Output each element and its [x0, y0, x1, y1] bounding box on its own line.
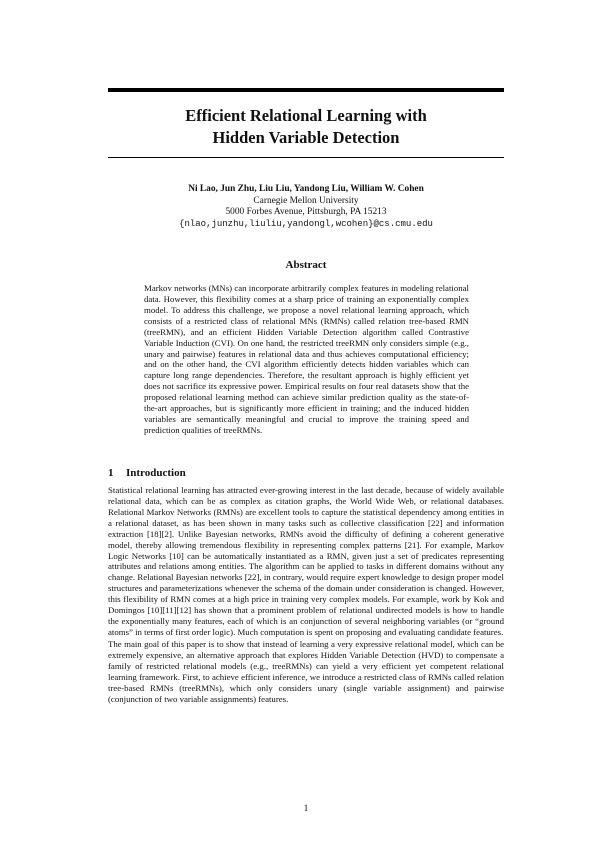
address: 5000 Forbes Avenue, Pittsburgh, PA 15213: [225, 207, 387, 217]
title-line-1: Efficient Relational Learning with: [185, 106, 427, 125]
section-heading: [108, 467, 186, 479]
body-paragraph-2: The main goal of this paper is to show that instead of learning a very expressive relational model, which can be extremely expensive, an alternative approach that explores Hidden Variable Detection (HVD) to compensate a family of restricted relational models (e.g., treeRMNs) can yield a very efficient yet competent relational learning framework. First, to achieve efficient inference, we introduce a restricted class of RMNs called relation tree-based RMNs (treeRMNs), which only considers unary (single variable assignment) and pairwise (conjunction of two variable assignments) features.: [108, 639, 504, 704]
section-number: 1: [108, 467, 114, 479]
affiliation: Carnegie Mellon University: [253, 195, 359, 206]
body-paragraph-1: Statistical relational learning has attracted ever-growing interest in the last decade, because of widely available relational data, which can be as complex as citation graphs, the World Wide Web, or relational databases. Relational Markov Networks (RMNs) are excellent tools to capture the statistical dependency among entities in a relational dataset, as has been shown in many tasks such as collective classification [22] and information extraction [18][2]. Unlike Bayesian networks, RMNs avoid the difficulty of defining a coherent generative model, thereby allowing tremendous flexibility in representing complex patterns [21]. For example, Markov Logic Networks [10] can be automatically instantiated as a RMN, given just a set of predicates representing attributes and relations among entities. The algorithm can be applied to tasks in different domains without any change. Relational Bayesian networks [22], in contrary, would require expert knowledge to design proper model structures and parameterizations whenever the schema of the domain under consideration is changed. However, this flexibility of RMN comes at a high price in training very complex models. For example, work by Kok and Domingos [10][11][12] has shown that a prominent problem of relational undirected models is how to handle the exponentially many features, each of which is an conjunction of several neighboring variables (or “ground atoms” in terms of first order logic). Much computation is spent on proposing and evaluating candidate features.: [108, 485, 504, 637]
title-top-rule: [108, 88, 504, 92]
author-emails: {nlao,junzhu,liuliu,yandongl,wcohen}@cs.cmu.edu: [179, 218, 433, 229]
title-bottom-rule: [108, 157, 504, 158]
paper-title: [108, 105, 504, 149]
page-number: 1: [303, 804, 309, 814]
abstract-heading: Abstract: [285, 259, 327, 271]
section-title: Introduction: [126, 467, 186, 479]
author-names: Ni Lao, Jun Zhu, Liu Liu, Yandong Liu, William W. Cohen: [188, 184, 424, 194]
abstract-text: Markov networks (MNs) can incorporate arbitrarily complex features in modeling relational data. However, this flexibility comes at a sharp price of training an exponentially complex model. To address this challenge, we propose a novel relational learning approach, which consists of a restricted class of relational MNs (RMNs) called relation tree-based RMN (treeRMN), and an efficient Hidden Variable Detection algorithm called Contrastive Variable Induction (CVI). On one hand, the restricted treeRMN only considers simple (e.g., unary and pairwise) features in relational data and thus achieves computational efficiency; and on the other hand, the CVI algorithm efficiently detects hidden variables which can capture long range dependencies. Therefore, the resultant approach is highly efficient yet does not sacrifice its expressive power. Empirical results on four real datasets show that the proposed relational learning method can achieve similar prediction quality as the state-of-the-art approaches, but is significantly more efficient in training; and the induced hidden variables are semantically meaningful and crucial to improve the training speed and prediction qualities of treeRMNs.: [144, 283, 469, 435]
title-line-2: Hidden Variable Detection: [212, 128, 400, 147]
author-block: [108, 184, 504, 230]
